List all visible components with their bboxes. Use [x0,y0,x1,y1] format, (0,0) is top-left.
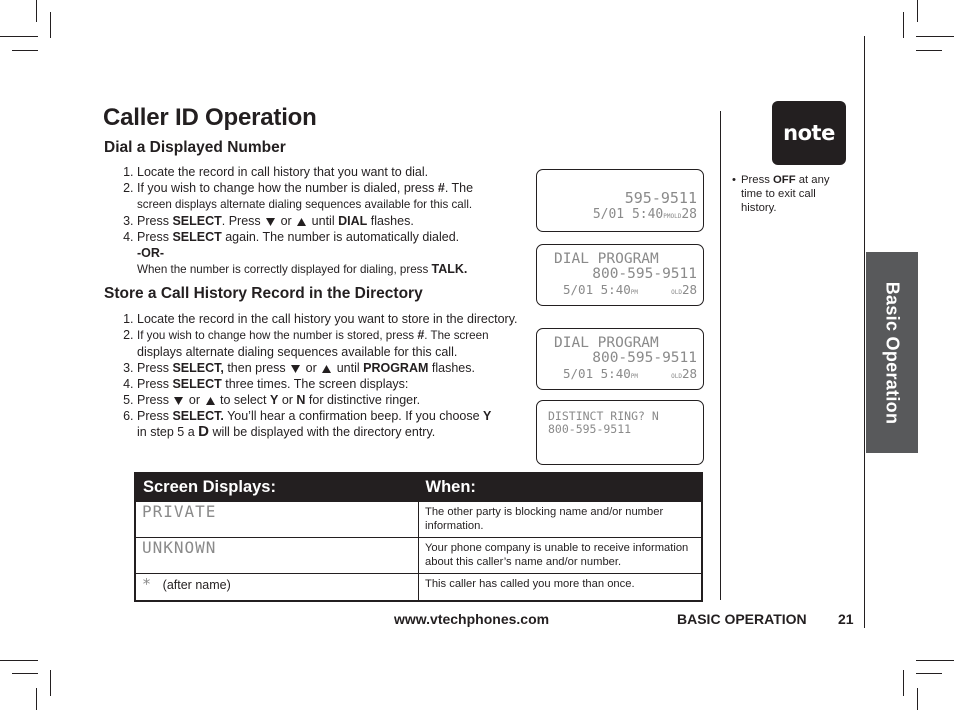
step-text: Locate the record in the call history you want to store in the directory. [137,312,518,326]
lcd-date: 5/01 [563,282,594,297]
step-text: displays alternate dialing sequences available for this call. [137,345,458,359]
crop-mark [50,12,51,38]
lcd-number: 800-595-9511 [548,422,632,436]
crop-mark [12,50,38,51]
dial-steps-list [104,164,473,278]
lcd-old-flag: OLD [671,373,682,380]
step-item [137,376,518,392]
page-edge-rule [864,36,865,628]
step-text: again. The number is automatically dialed. [221,230,460,244]
lcd-count-group [671,366,697,381]
lcd-old-flag: OLD [670,213,682,220]
up-arrow-icon [322,365,331,373]
crop-mark [917,0,918,22]
col-header-when: When: [419,473,703,502]
step-keyword: SELECT, [172,361,224,375]
step-text: Press [137,409,173,423]
note-pre: Press [741,174,774,186]
side-tab-label: Basic Operation [882,281,903,424]
step-text: or [302,361,321,375]
lcd-screen-4 [536,400,704,465]
step-keyword: -OR- [137,246,165,260]
step-text: You’ll hear a confirmation beep. If you choose [223,409,484,423]
step-item [137,164,473,180]
step-keyword: SELECT [172,230,222,244]
step-item [137,327,518,360]
crop-mark [36,688,37,710]
lcd-number: 800-595-9511 [592,266,697,282]
step-keyword: TALK. [431,262,468,276]
screen-displays-table [134,472,703,602]
lcd-old-flag: OLD [671,289,682,296]
step-text: flashes. [428,361,475,375]
step-text: Press [137,377,173,391]
note-text [732,173,832,215]
bullet-icon: • [732,174,736,186]
step-text: in step 5 a [137,425,199,439]
crop-mark [917,688,918,710]
page-number: 21 [838,611,854,627]
step-text: or [277,214,296,228]
step-keyword: SELECT. [172,409,224,423]
step-text: three times. The screen displays: [221,377,409,391]
lcd-timestamp [563,366,638,381]
lcd-ampm: PM [630,373,638,380]
crop-mark [0,660,38,661]
step-text: to select [216,393,270,407]
step-keyword: # [417,328,425,342]
step-text: . The screen [424,329,489,342]
crop-mark [36,0,37,22]
lcd-timestamp [593,207,697,222]
step-item [137,408,518,440]
crop-mark [12,673,38,674]
step-text: until [308,214,339,228]
lcd-time: 5:40 [600,282,631,297]
step-text: then press [223,361,290,375]
step-text: Press [137,214,173,228]
display-cell [135,574,419,601]
store-steps-list [104,311,518,440]
lcd-timestamp [563,282,638,297]
down-arrow-icon [174,397,183,405]
step-item [137,180,473,213]
lcd-ampm: PM [663,213,671,220]
step-text: or [185,393,204,407]
section-heading-store: Store a Call History Record in the Directory [104,285,423,302]
step-text: If you wish to change how the number is dialed, press [137,181,438,195]
after-name-label: (after name) [162,578,231,592]
crop-mark [916,50,942,51]
column-divider [720,111,721,600]
note-post: at any time to exit call history. [741,174,830,214]
lcd-count: 28 [681,366,697,381]
step-text: When the number is correctly displayed for dialing, press [137,263,432,276]
section-heading-dial: Dial a Displayed Number [104,139,286,156]
section-side-tab [866,252,918,453]
step-text: will be displayed with the directory entry. [209,425,436,439]
crop-mark [903,12,904,38]
step-text: . Press [221,214,265,228]
when-cell: The other party is blocking name and/or number information. [419,502,703,538]
step-text: Press [137,230,173,244]
lcd-count-group [671,282,697,297]
step-text: . The [444,181,474,195]
step-item [137,392,518,408]
lcd-number: 595-9511 [624,189,697,207]
step-keyword: DIAL [338,214,368,228]
page-title: Caller ID Operation [103,104,317,131]
note-bold: OFF [773,174,796,186]
lcd-date: 5/01 [592,207,625,222]
step-text: Locate the record in call history that you want to dial. [137,165,429,179]
note-body [741,173,832,215]
when-cell: Your phone company is unable to receive information about this caller’s name and/or number. [419,538,703,574]
lcd-time: 5:40 [600,366,631,381]
lcd-screen-3 [536,328,704,390]
crop-mark [916,673,942,674]
step-keyword: PROGRAM [363,361,429,375]
lcd-menu-label: DIAL PROGRAM [554,251,659,267]
step-keyword: SELECT [172,214,222,228]
table-row [135,538,702,574]
crop-mark [903,670,904,696]
step-keyword: SELECT [172,377,222,391]
step-keyword: # [437,181,445,195]
down-arrow-icon [266,218,275,226]
crop-mark [0,36,38,37]
step-item [137,360,518,376]
lcd-menu-label: DIAL PROGRAM [554,335,659,351]
up-arrow-icon [297,218,306,226]
crop-mark [916,660,954,661]
table-header-row [135,473,702,502]
step-item [137,229,473,278]
step-keyword: N [296,393,306,407]
step-text: Press [137,393,173,407]
lcd-time: 5:40 [631,207,664,222]
up-arrow-icon [206,397,215,405]
crop-mark [50,670,51,696]
step-text: or [278,393,297,407]
step-keyword: D [198,423,209,440]
step-text: until [333,361,364,375]
lcd-distinct-ring: DISTINCT RING? N [548,409,659,423]
step-text: Press [137,361,173,375]
asterisk-symbol: * [142,575,153,593]
lcd-count: 28 [681,282,697,297]
step-keyword: Y [483,409,492,423]
step-keyword: Y [270,393,279,407]
display-cell: UNKNOWN [135,538,419,574]
footer-url: www.vtechphones.com [394,611,550,627]
down-arrow-icon [291,365,300,373]
table-row [135,574,702,601]
step-text: flashes. [367,214,414,228]
lcd-ampm: PM [630,289,638,296]
step-text: If you wish to change how the number is stored, press [137,329,418,342]
step-text: for distinctive ringer. [305,393,421,407]
lcd-date: 5/01 [563,366,594,381]
col-header-screen-displays: Screen Displays: [135,473,419,502]
step-item [137,213,473,229]
crop-mark [916,36,954,37]
step-text: screen displays alternate dialing sequences available for this call. [137,198,473,211]
step-item [137,311,518,327]
note-badge: note [772,101,846,165]
lcd-count: 28 [681,207,697,222]
table-row [135,502,702,538]
lcd-screen-1 [536,169,704,232]
lcd-number: 800-595-9511 [592,350,697,366]
footer-section: BASIC OPERATION [677,611,807,627]
lcd-screen-2 [536,244,704,306]
display-cell: PRIVATE [135,502,419,538]
when-cell: This caller has called you more than once. [419,574,703,601]
